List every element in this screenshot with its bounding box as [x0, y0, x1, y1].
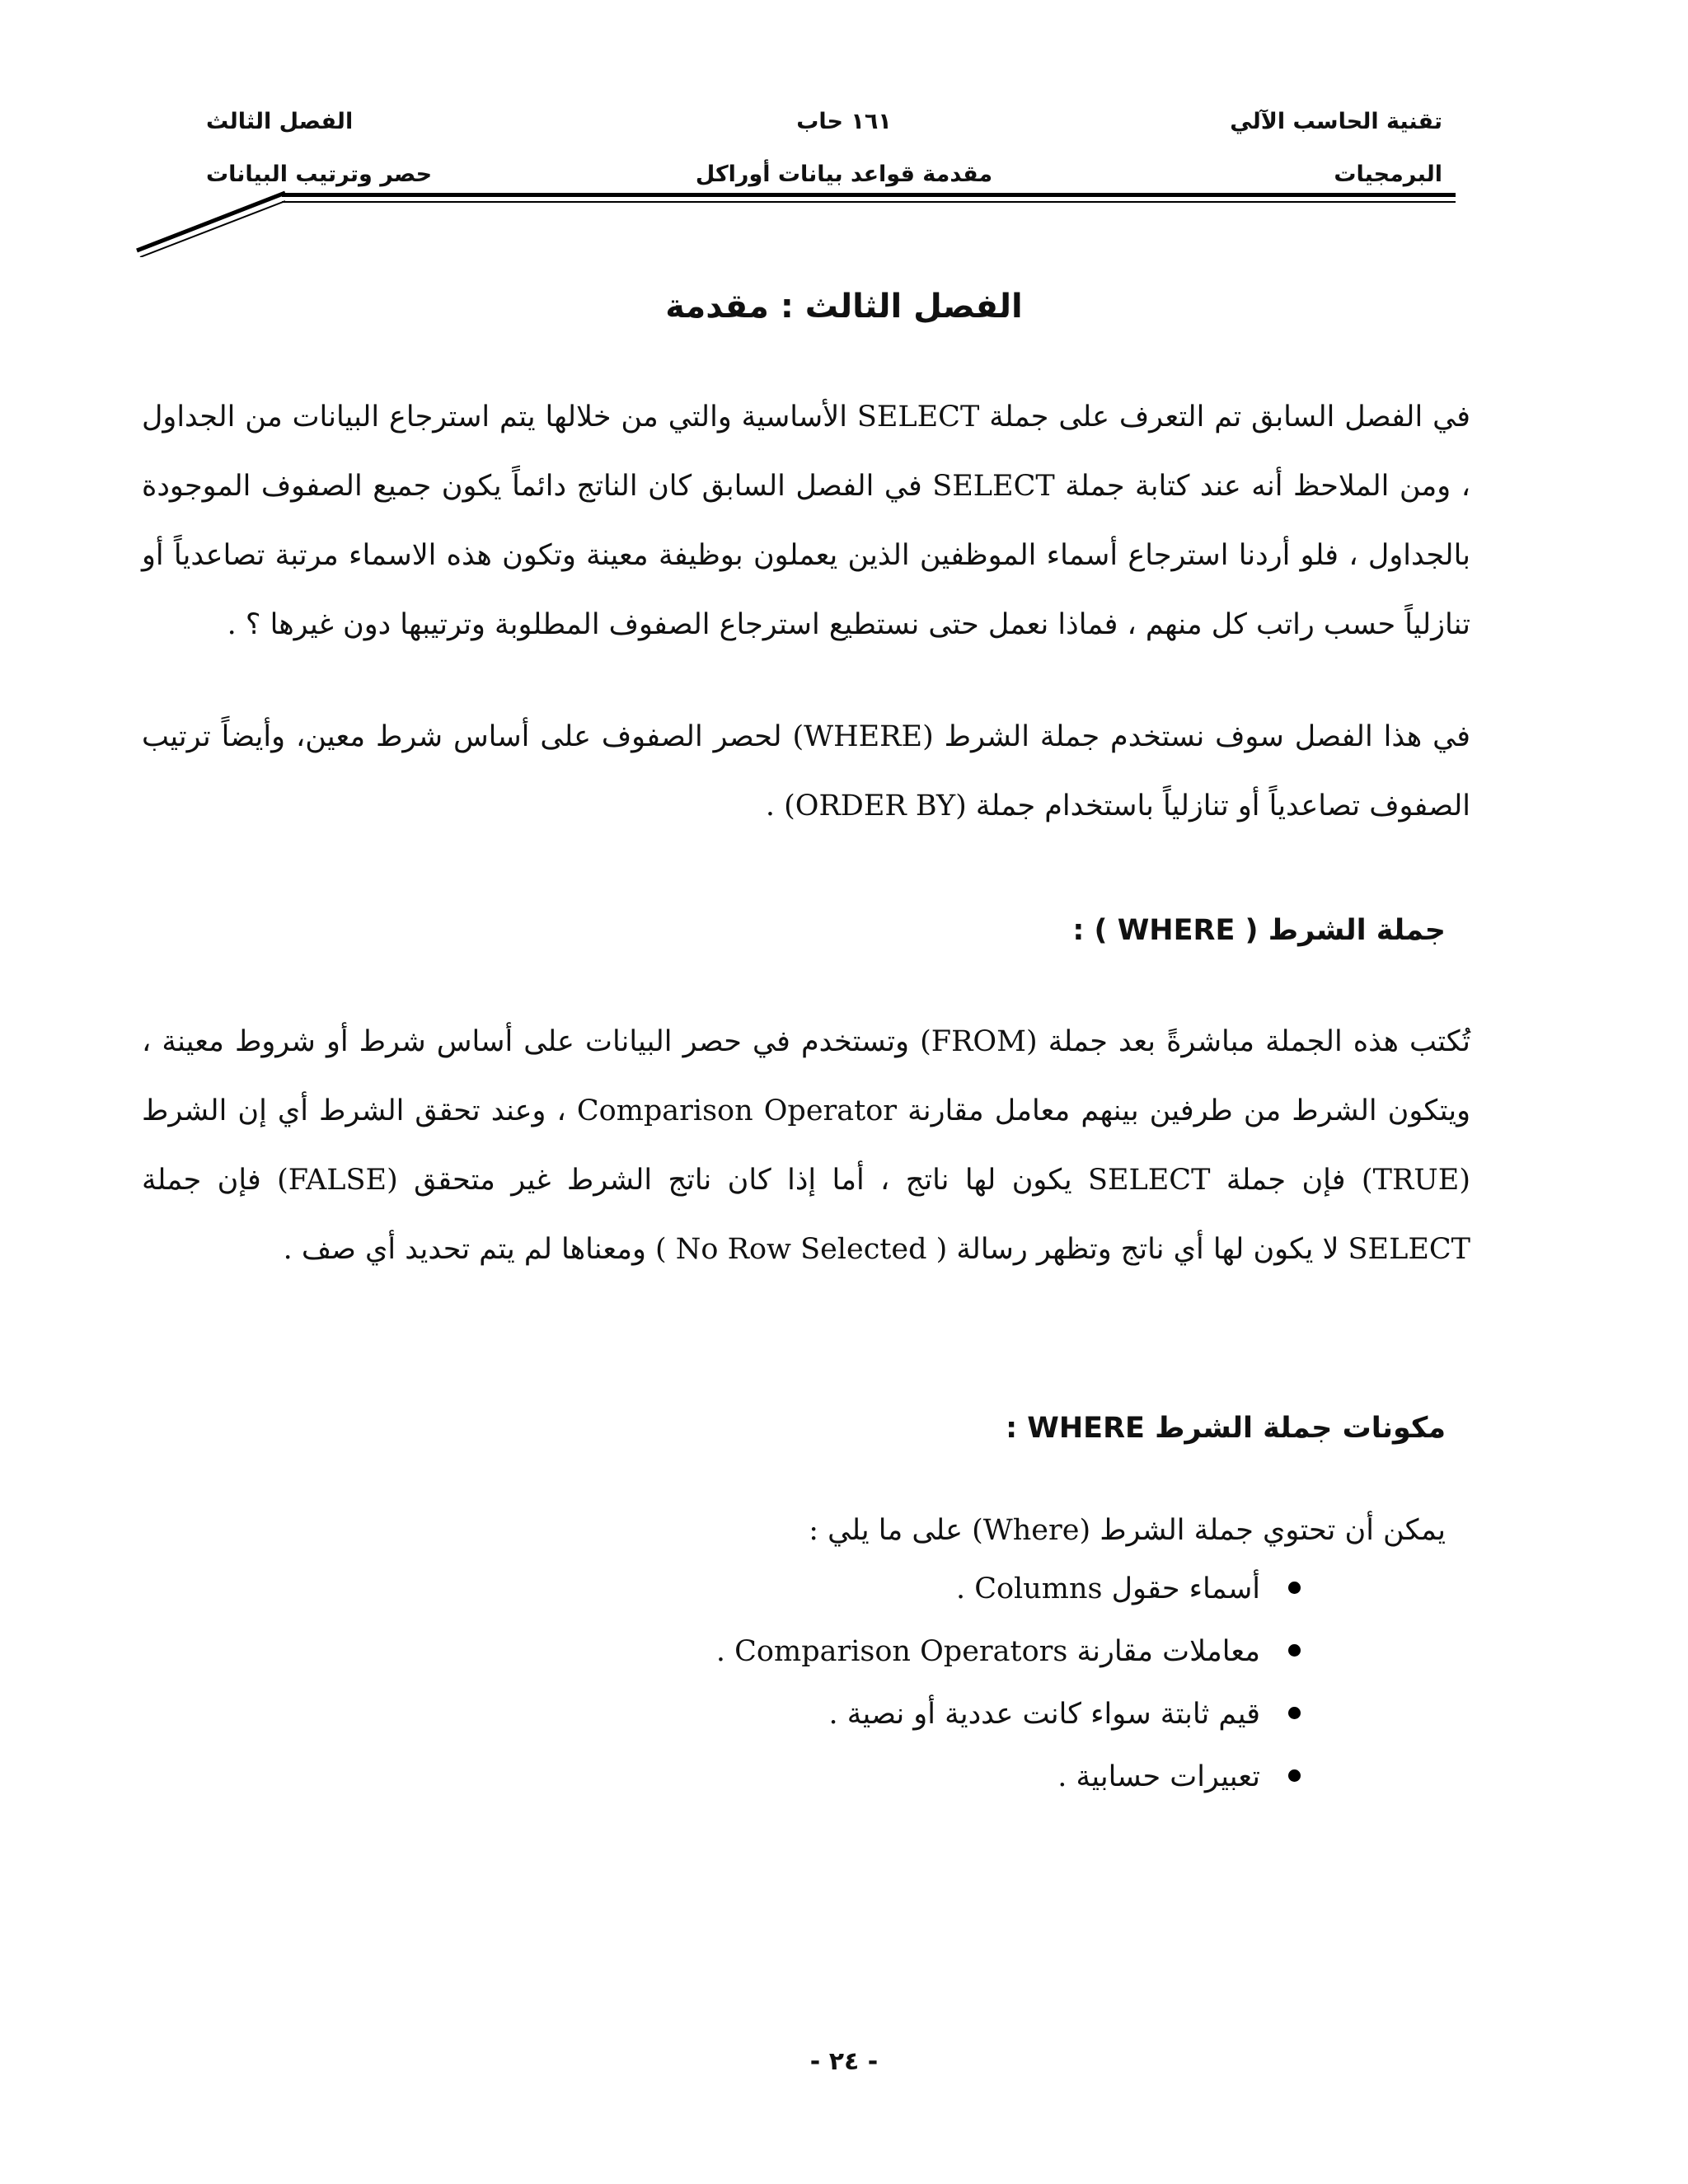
- list-item-text: تعبيرات حسابية .: [1057, 1760, 1260, 1793]
- header-specialty: البرمجيات: [1334, 162, 1442, 187]
- header-chapter-topic: حصر وترتيب البيانات: [206, 162, 433, 187]
- bullet-icon: [1288, 1644, 1301, 1657]
- intro-paragraph-2: في هذا الفصل سوف نستخدم جملة الشرط (WHERE) لحصر الصفوف على أساس شرط معين، وأيضاً ترتيب الصفوف تصاعدياً أو تنازلياً باستخدام جملة (ORDER BY) .: [142, 720, 1470, 823]
- list-item-text: أسماء حقول Columns .: [955, 1572, 1260, 1605]
- bullet-icon: [1288, 1707, 1301, 1719]
- header-rule-thin: [282, 201, 1456, 203]
- header-rule-slant: [132, 188, 288, 257]
- where-heading: جملة الشرط ( WHERE ) :: [1072, 914, 1446, 947]
- header-chapter: الفصل الثالث: [206, 109, 354, 134]
- list-item: [716, 1683, 1301, 1746]
- header-department: تقنية الحاسب الآلي: [1230, 109, 1442, 134]
- list-item-text: معاملات مقارنة Comparison Operators .: [715, 1635, 1260, 1668]
- list-item: [716, 1558, 1301, 1620]
- list-item-text: قيم ثابتة سواء كانت عددية أو نصية .: [828, 1698, 1260, 1731]
- components-intro: يمكن أن تحتوي جملة الشرط (Where) على ما يلي :: [809, 1514, 1446, 1547]
- header-rule-thick: [282, 193, 1456, 197]
- where-description: تُكتب هذه الجملة مباشرةً بعد جملة (FROM) وتستخدم في حصر البيانات على أساس شرط أو شروط معينة ، ويتكون الشرط من طرفين بينهم معامل مقارنة Comparison Operator ، وعند تحقق الشرط أي إن الشرط (TRUE) فإن جملة SELECT يكون لها ناتج ، أما إذا كان ناتج الشرط غير متحقق (FALSE) فإن جملة SELECT لا يكون لها أي ناتج وتظهر رسالة ( No Row Selected ) ومعناها لم يتم تحديد أي صف .: [142, 1025, 1470, 1266]
- intro-paragraph-1: في الفصل السابق تم التعرف على جملة SELECT الأساسية والتي من خلالها يتم استرجاع البيانات من الجداول ، ومن الملاحظ أنه عند كتابة جملة SELECT في الفصل السابق كان الناتج دائماً يكون جميع الصفوف الموجودة بالجداول ، فلو أردنا استرجاع أسماء الموظفين الذين يعملون بوظيفة معينة وتكون هذه الاسماء مرتبة تصاعدياً أو تنازلياً حسب راتب كل منهم ، فماذا نعمل حتى نستطيع استرجاع الصفوف المطلوبة وترتيبها دون غيرها ؟ .: [142, 401, 1471, 641]
- list-item: [716, 1746, 1301, 1808]
- components-list: [716, 1558, 1301, 1808]
- bullet-icon: [1288, 1582, 1301, 1594]
- chapter-title: الفصل الثالث : مقدمة: [665, 288, 1023, 326]
- components-heading: مكونات جملة الشرط WHERE :: [1006, 1412, 1446, 1445]
- list-item: [716, 1620, 1301, 1683]
- page-number: - ٢٤ -: [809, 2047, 879, 2076]
- header-course-code: ١٦١ حاب: [796, 109, 892, 134]
- bullet-icon: [1288, 1769, 1301, 1782]
- header-course-title: مقدمة قواعد بيانات أوراكل: [695, 162, 993, 187]
